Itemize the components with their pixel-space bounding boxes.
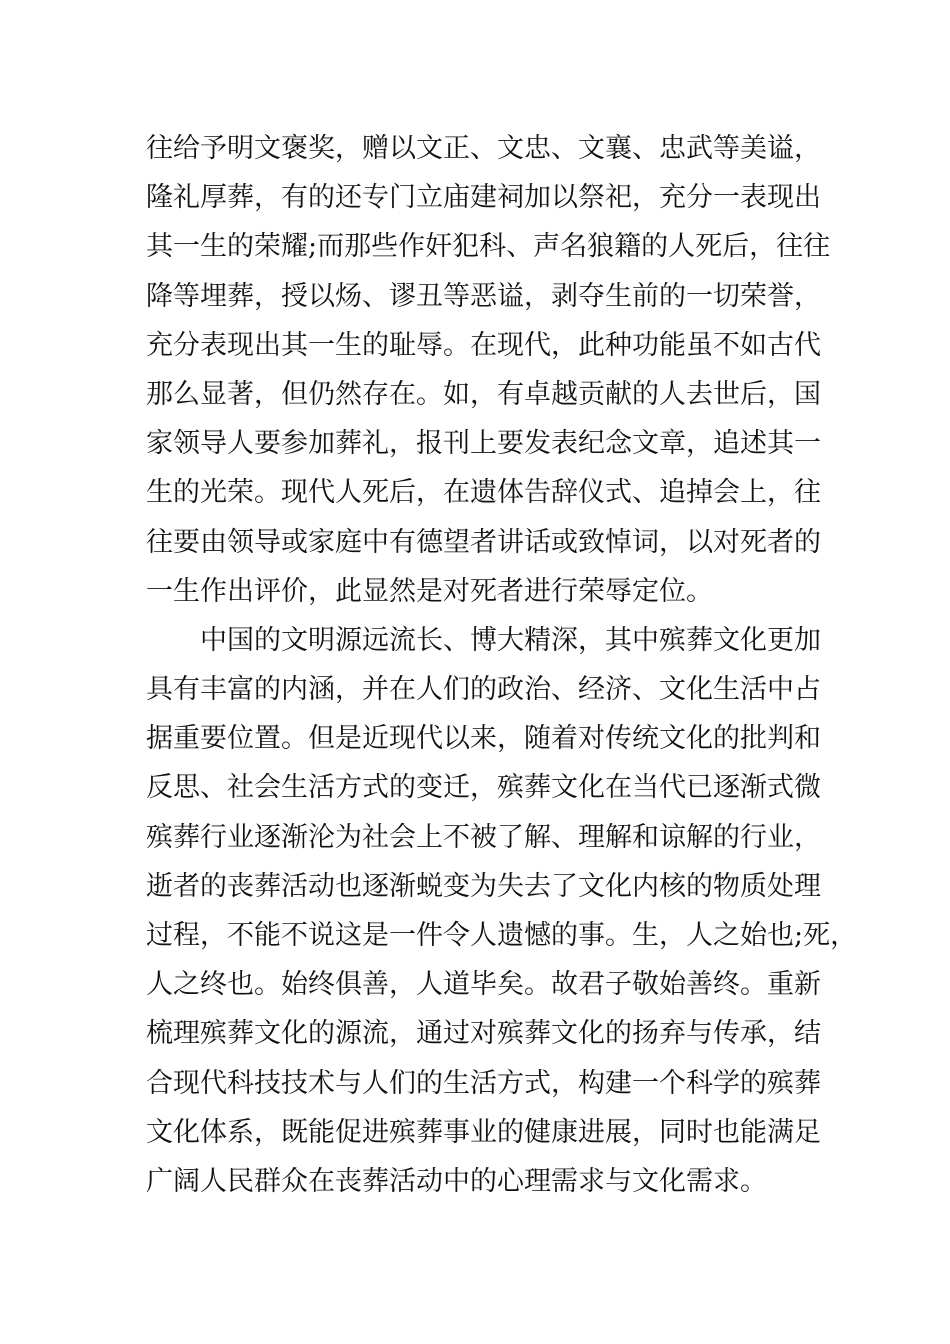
text-line: 充分表现出其一生的耻辱。在现代，此种功能虽不如古代 — [146, 329, 821, 361]
text-line: 广阔人民群众在丧葬活动中的心理需求与文化需求。 — [146, 1165, 767, 1197]
paragraph-1 — [146, 124, 831, 616]
text-line: 家领导人要参加葬礼，报刊上要发表纪念文章，追述其一 — [146, 428, 821, 460]
text-line: 文化体系，既能促进殡葬事业的健康进展，同时也能满足 — [146, 1116, 821, 1148]
paragraph-2 — [146, 616, 858, 1206]
text-line: 具有丰富的内涵，并在人们的政治、经济、文化生活中占 — [146, 674, 821, 706]
text-line: 梳理殡葬文化的源流，通过对殡葬文化的扬弃与传承，结 — [146, 1018, 821, 1050]
text-line: 隆礼厚葬，有的还专门立庙建祠加以祭祀，充分一表现出 — [146, 182, 821, 214]
text-line: 合现代科技技术与人们的生活方式，构建一个科学的殡葬 — [146, 1067, 821, 1099]
text-line: 生的光荣。现代人死后，在遗体告辞仪式、追掉会上，往 — [146, 477, 821, 509]
text-line: 反思、社会生活方式的变迁，殡葬文化在当代已逐渐式微 — [146, 772, 821, 804]
text-line: 殡葬行业逐渐沦为社会上不被了解、理解和谅解的行业， — [146, 821, 821, 853]
document-body — [146, 124, 858, 1206]
text-line: 其一生的荣耀;而那些作奸犯科、声名狼籍的人死后，往往 — [146, 231, 831, 263]
text-line: 逝者的丧葬活动也逐渐蜕变为失去了文化内核的物质处理 — [146, 870, 821, 902]
text-line: 往要由领导或家庭中有德望者讲话或致悼词，以对死者的 — [146, 526, 821, 558]
text-line: 过程，不能不说这是一件令人遗憾的事。生，人之始也;死， — [146, 920, 858, 951]
text-line: 往给予明文褒奖，赠以文正、文忠、文襄、忠武等美谥， — [146, 133, 821, 164]
text-line: 一生作出评价，此显然是对死者进行荣辱定位。 — [146, 575, 713, 607]
text-line: 中国的文明源远流长、博大精深，其中殡葬文化更加 — [200, 624, 821, 656]
text-line: 降等埋葬，授以炀、谬丑等恶谥，剥夺生前的一切荣誉， — [146, 280, 821, 312]
text-line: 据重要位置。但是近现代以来，随着对传统文化的批判和 — [146, 723, 821, 755]
text-line: 人之终也。始终俱善，人道毕矣。故君子敬始善终。重新 — [146, 969, 821, 1001]
text-line: 那么显著，但仍然存在。如，有卓越贡献的人去世后，国 — [146, 378, 821, 410]
